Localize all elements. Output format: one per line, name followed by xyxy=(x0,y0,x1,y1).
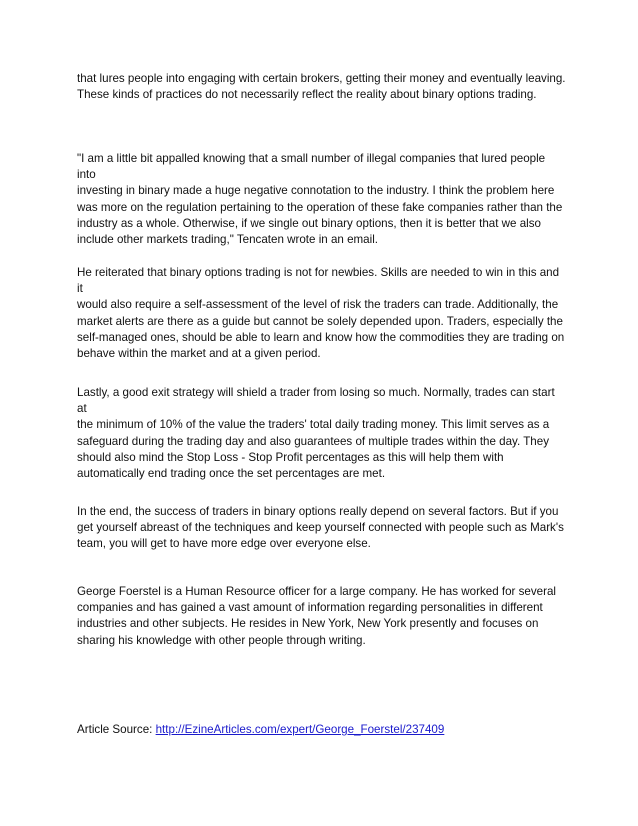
paragraph-3: He reiterated that binary options trading is not for newbies. Skills are needed to win in this and it would also require a self-assessment of the level of risk the traders can trade. Additionally, the market alerts are there as a guide but cannot be solely depended upon. Traders, especially the self-managed ones, should be able to learn and know how the commodities they are trading on behave within the market and at a given period. xyxy=(77,266,565,361)
article-source xyxy=(77,722,567,738)
author-bio: George Foerstel is a Human Resource officer for a large company. He has worked for several companies and has gained a vast amount of information regarding personalities in different industries and other subjects. He resides in New York, New York presently and focuses on sharing his knowledge with other people through writing. xyxy=(77,585,556,647)
paragraph-4: Lastly, a good exit strategy will shield a trader from losing so much. Normally, trades can start at the minimum of 10% of the value the traders' total daily trading money. This limit serves as a safeguard during the trading day and also guarantees of multiple trades within the day. They should also mind the Stop Loss - Stop Profit percentages as this will help them with automatically end trading once the set percentages are met. xyxy=(77,386,555,481)
paragraph-5: In the end, the success of traders in binary options really depend on several factors. But if you get yourself abreast of the techniques and keep yourself connected with people such as Mark's team, you will get to have more edge over everyone else. xyxy=(77,505,564,551)
article-source-label: Article Source: xyxy=(77,723,156,736)
article-source-link[interactable]: http://EzineArticles.com/expert/George_Foerstel/237409 xyxy=(155,723,445,736)
paragraph-2-quote: "I am a little bit appalled knowing that a small number of illegal companies that lured people into investing in binary made a huge negative connotation to the industry. I think the problem here was more on the regulation pertaining to the operation of these fake companies rather than the industry as a whole. Otherwise, if we single out binary options, then it is better that we also include other markets trading," Tencaten wrote in an email. xyxy=(77,152,563,247)
paragraph-1: that lures people into engaging with certain brokers, getting their money and eventually leaving. These kinds of practices do not necessarily reflect the reality about binary options trading. xyxy=(77,72,566,102)
